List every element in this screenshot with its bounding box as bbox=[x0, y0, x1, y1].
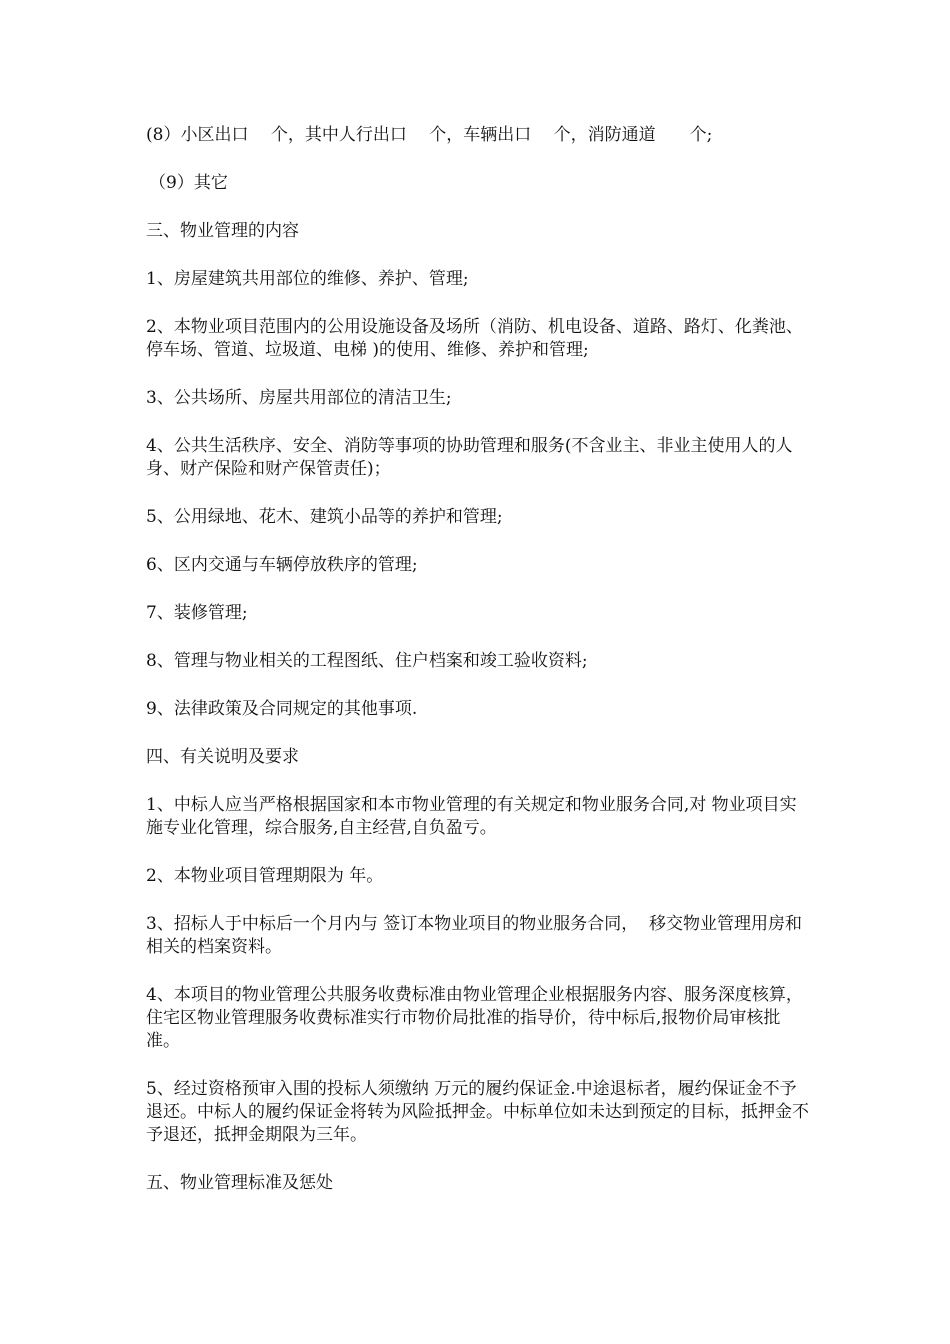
paragraph-item-9-other: （9）其它 bbox=[149, 173, 228, 193]
list-item: 2、本物业项目管理期限为 年。 bbox=[146, 866, 384, 886]
list-item: 1、中标人应当严格根据国家和本市物业管理的有关规定和物业服务合同,对 物业项目实施专业化管理，综合服务,自主经营,自负盈亏。 bbox=[146, 795, 797, 838]
list-item: 8、管理与物业相关的工程图纸、住户档案和竣工验收资料; bbox=[146, 651, 588, 671]
list-item: 2、本物业项目范围内的公用设施设备及场所（消防、机电设备、道路、路灯、化粪池、停车场、管道、垃圾道、电梯 )的使用、维修、养护和管理; bbox=[146, 317, 803, 360]
list-item: 1、房屋建筑共用部位的维修、养护、管理; bbox=[146, 269, 469, 289]
list-item: 4、本项目的物业管理公共服务收费标准由物业管理企业根据服务内容、服务深度核算，住宅区物业管理服务收费标准实行市物价局批准的指导价，待中标后,报物价局审核批准。 bbox=[146, 985, 803, 1051]
list-item: 5、经过资格预审入围的投标人须缴纳 万元的履约保证金.中途退标者，履约保证金不予退还。中标人的履约保证金将转为风险抵押金。中标单位如未达到预定的目标，抵押金不予退还，抵押金期限为三年。 bbox=[146, 1079, 809, 1145]
list-item: 5、公用绿地、花木、建筑小品等的养护和管理; bbox=[146, 507, 503, 527]
list-item: 7、装修管理; bbox=[146, 603, 248, 623]
section-heading-standards-penalties: 五、物业管理标准及惩处 bbox=[146, 1173, 333, 1193]
list-item: 3、公共场所、房屋共用部位的清洁卫生; bbox=[146, 388, 452, 408]
section-heading-notes-requirements: 四、有关说明及要求 bbox=[146, 747, 299, 767]
section-heading-management-content: 三、物业管理的内容 bbox=[146, 221, 299, 241]
list-item: 6、区内交通与车辆停放秩序的管理; bbox=[146, 555, 418, 575]
paragraph-item-8-exits: (8）小区出口 个，其中人行出口 个，车辆出口 个，消防通道 个; bbox=[146, 125, 713, 145]
document-page bbox=[146, 124, 811, 1220]
list-item: 3、招标人于中标后一个月内与 签订本物业项目的物业服务合同， 移交物业管理用房和相关的档案资料。 bbox=[146, 914, 803, 957]
list-item: 4、公共生活秩序、安全、消防等事项的协助管理和服务(不含业主、非业主使用人的人身、财产保险和财产保管责任)； bbox=[146, 436, 793, 479]
list-item: 9、法律政策及合同规定的其他事项. bbox=[146, 699, 418, 719]
